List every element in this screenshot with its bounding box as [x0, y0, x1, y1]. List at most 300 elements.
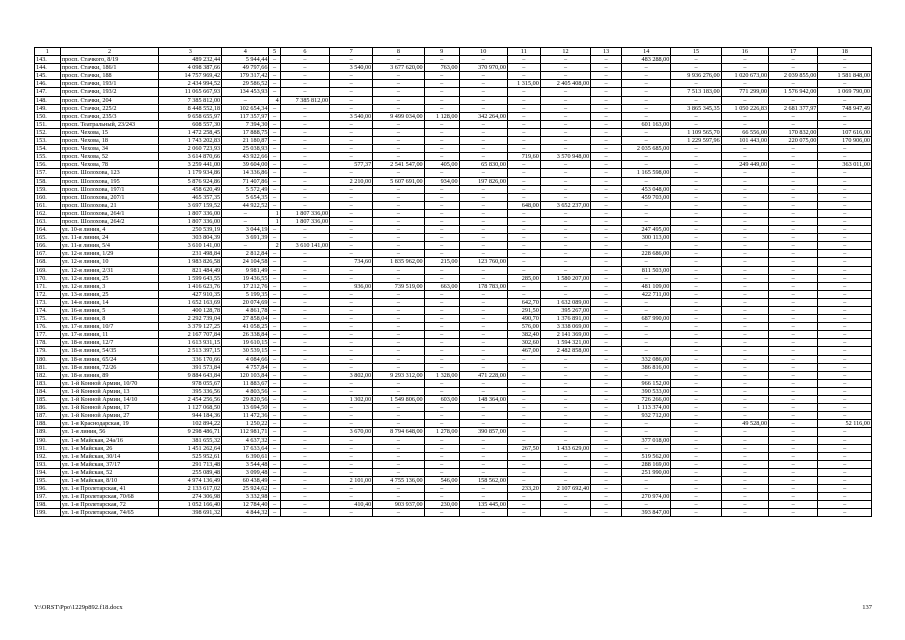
row-number-cell: 145.: [35, 72, 61, 80]
value-cell: –: [330, 290, 373, 298]
value-cell: –: [424, 436, 459, 444]
value-cell: –: [671, 307, 721, 315]
value-cell: –: [540, 404, 590, 412]
value-cell: 135 445,00: [459, 501, 507, 509]
value-cell: –: [280, 72, 329, 80]
value-cell: –: [671, 242, 721, 250]
value-cell: –: [721, 347, 768, 355]
table-row: [35, 96, 872, 104]
value-cell: –: [424, 242, 459, 250]
value-cell: –: [622, 323, 671, 331]
value-cell: 2 133 617,02: [159, 485, 222, 493]
value-cell: –: [769, 242, 818, 250]
value-cell: –: [591, 258, 622, 266]
value-cell: 382,40: [507, 331, 540, 339]
value-cell: 363 011,00: [818, 161, 872, 169]
value-cell: –: [769, 404, 818, 412]
value-cell: –: [671, 169, 721, 177]
address-cell: ул. 1-я Пролетарская, 70/68: [60, 493, 159, 501]
row-number-cell: 192.: [35, 452, 61, 460]
value-cell: –: [507, 161, 540, 169]
value-cell: –: [280, 452, 329, 460]
table-row: [35, 509, 872, 517]
value-cell: 410,40: [330, 501, 373, 509]
value-cell: –: [507, 468, 540, 476]
value-cell: –: [330, 347, 373, 355]
value-cell: –: [540, 250, 590, 258]
table-row: [35, 258, 872, 266]
value-cell: –: [373, 420, 424, 428]
value-cell: –: [769, 169, 818, 177]
value-cell: –: [721, 493, 768, 501]
value-cell: –: [507, 104, 540, 112]
value-cell: –: [671, 485, 721, 493]
value-cell: –: [507, 169, 540, 177]
value-cell: –: [769, 371, 818, 379]
value-cell: 427 910,35: [159, 290, 222, 298]
value-cell: –: [671, 363, 721, 371]
address-cell: просп. Чехова, 34: [60, 145, 159, 153]
value-cell: –: [280, 169, 329, 177]
column-header: 5: [269, 48, 280, 56]
value-cell: 2 482 858,00: [540, 347, 590, 355]
value-cell: 400 128,78: [159, 307, 222, 315]
value-cell: –: [540, 104, 590, 112]
value-cell: –: [591, 234, 622, 242]
value-cell: –: [424, 209, 459, 217]
value-cell: –: [721, 315, 768, 323]
value-cell: –: [591, 169, 622, 177]
table-row: [35, 298, 872, 306]
value-cell: 3 379 127,25: [159, 323, 222, 331]
table-row: [35, 444, 872, 452]
value-cell: –: [540, 56, 590, 64]
value-cell: –: [769, 493, 818, 501]
value-cell: –: [330, 234, 373, 242]
value-cell: 8 448 552,18: [159, 104, 222, 112]
value-cell: –: [591, 331, 622, 339]
value-cell: –: [330, 88, 373, 96]
value-cell: –: [769, 234, 818, 242]
value-cell: –: [459, 185, 507, 193]
value-cell: –: [280, 404, 329, 412]
table-row: [35, 226, 872, 234]
value-cell: –: [280, 274, 329, 282]
row-number-cell: 144.: [35, 64, 61, 72]
value-cell: –: [591, 315, 622, 323]
value-cell: –: [671, 501, 721, 509]
value-cell: 2 812,84: [222, 250, 269, 258]
value-cell: 52 116,00: [818, 420, 872, 428]
value-cell: –: [540, 379, 590, 387]
row-number-cell: 165.: [35, 234, 61, 242]
value-cell: 3 338 069,00: [540, 323, 590, 331]
value-cell: –: [459, 137, 507, 145]
value-cell: –: [769, 274, 818, 282]
value-cell: –: [769, 420, 818, 428]
value-cell: –: [507, 452, 540, 460]
value-cell: –: [622, 104, 671, 112]
value-cell: –: [818, 436, 872, 444]
value-cell: 576,00: [507, 323, 540, 331]
value-cell: –: [622, 258, 671, 266]
value-cell: –: [721, 153, 768, 161]
value-cell: –: [507, 137, 540, 145]
value-cell: –: [424, 363, 459, 371]
value-cell: –: [424, 420, 459, 428]
value-cell: –: [424, 444, 459, 452]
value-cell: –: [373, 315, 424, 323]
table-row: [35, 145, 872, 153]
value-cell: –: [671, 201, 721, 209]
value-cell: 11 883,67: [222, 379, 269, 387]
value-cell: –: [769, 485, 818, 493]
value-cell: 5 199,35: [222, 290, 269, 298]
value-cell: –: [373, 323, 424, 331]
value-cell: –: [459, 323, 507, 331]
value-cell: –: [330, 153, 373, 161]
value-cell: 1 807 336,00: [159, 209, 222, 217]
value-cell: 1 594 321,00: [540, 339, 590, 347]
value-cell: 332 086,00: [622, 355, 671, 363]
value-cell: –: [280, 266, 329, 274]
value-cell: –: [622, 242, 671, 250]
value-cell: –: [622, 501, 671, 509]
value-cell: –: [721, 242, 768, 250]
value-cell: 1 069 790,00: [818, 88, 872, 96]
table-row: [35, 307, 872, 315]
table-row: [35, 80, 872, 88]
column-header: 18: [818, 48, 872, 56]
row-number-cell: 149.: [35, 104, 61, 112]
value-cell: –: [818, 452, 872, 460]
value-cell: 459 703,00: [622, 193, 671, 201]
value-cell: 21 180,87: [222, 137, 269, 145]
value-cell: 5 607 691,00: [373, 177, 424, 185]
value-cell: 2 101,00: [330, 476, 373, 484]
row-number-cell: 186.: [35, 404, 61, 412]
value-cell: –: [721, 298, 768, 306]
value-cell: –: [622, 444, 671, 452]
value-cell: –: [591, 193, 622, 201]
address-cell: ул. 18-я линия, 72/26: [60, 363, 159, 371]
value-cell: –: [769, 250, 818, 258]
address-cell: ул. 18-я линия, 65/24: [60, 355, 159, 363]
value-cell: –: [507, 120, 540, 128]
value-cell: –: [459, 80, 507, 88]
value-cell: –: [459, 226, 507, 234]
table-row: [35, 339, 872, 347]
row-number-cell: 178.: [35, 339, 61, 347]
value-cell: –: [721, 282, 768, 290]
value-cell: –: [373, 274, 424, 282]
value-cell: –: [373, 298, 424, 306]
value-cell: –: [269, 331, 280, 339]
value-cell: –: [769, 315, 818, 323]
value-cell: 1: [269, 209, 280, 217]
value-cell: –: [507, 509, 540, 517]
value-cell: –: [591, 209, 622, 217]
address-cell: просп. Стачки, 188: [60, 72, 159, 80]
value-cell: –: [818, 56, 872, 64]
value-cell: –: [424, 120, 459, 128]
value-cell: –: [330, 331, 373, 339]
value-cell: 3 610 141,00: [159, 242, 222, 250]
value-cell: –: [459, 468, 507, 476]
value-cell: –: [424, 298, 459, 306]
value-cell: 44 922,52: [222, 201, 269, 209]
column-header: 1: [35, 48, 61, 56]
value-cell: –: [280, 444, 329, 452]
value-cell: –: [269, 185, 280, 193]
value-cell: –: [818, 177, 872, 185]
value-cell: 381 655,32: [159, 436, 222, 444]
value-cell: –: [671, 193, 721, 201]
value-cell: –: [622, 112, 671, 120]
value-cell: –: [269, 282, 280, 290]
address-cell: ул. 1-й Конной Армии, 27: [60, 412, 159, 420]
row-number-cell: 147.: [35, 88, 61, 96]
value-cell: –: [721, 177, 768, 185]
table-row: [35, 185, 872, 193]
row-number-cell: 187.: [35, 412, 61, 420]
value-cell: –: [269, 476, 280, 484]
value-cell: 2 405 408,00: [540, 80, 590, 88]
value-cell: 17 212,76: [222, 282, 269, 290]
value-cell: –: [330, 266, 373, 274]
row-number-cell: 174.: [35, 307, 61, 315]
value-cell: –: [721, 468, 768, 476]
value-cell: –: [818, 396, 872, 404]
value-cell: –: [459, 209, 507, 217]
value-cell: –: [424, 379, 459, 387]
value-cell: –: [459, 485, 507, 493]
value-cell: 170 906,00: [818, 137, 872, 145]
column-header: 8: [373, 48, 424, 56]
value-cell: 19 610,15: [222, 339, 269, 347]
value-cell: 102 654,34: [222, 104, 269, 112]
value-cell: 2 141 369,00: [540, 331, 590, 339]
value-cell: –: [818, 509, 872, 517]
value-cell: 3 802,00: [330, 371, 373, 379]
value-cell: –: [591, 282, 622, 290]
value-cell: 303 804,39: [159, 234, 222, 242]
value-cell: –: [373, 209, 424, 217]
address-cell: ул. 1-я Майская, 52: [60, 468, 159, 476]
value-cell: 395 267,00: [540, 307, 590, 315]
row-number-cell: 180.: [35, 355, 61, 363]
table-row: [35, 460, 872, 468]
value-cell: 1 250,22: [222, 420, 269, 428]
value-cell: 726 266,00: [622, 396, 671, 404]
address-cell: ул. 11-я линия, 5/4: [60, 242, 159, 250]
value-cell: –: [330, 193, 373, 201]
value-cell: 1 052 166,40: [159, 501, 222, 509]
value-cell: –: [459, 96, 507, 104]
column-header: 11: [507, 48, 540, 56]
value-cell: 342 264,00: [459, 112, 507, 120]
value-cell: 1 229 597,96: [671, 137, 721, 145]
value-cell: 9 936 276,00: [671, 72, 721, 80]
value-cell: –: [373, 412, 424, 420]
value-cell: –: [424, 493, 459, 501]
value-cell: 1 807 336,00: [280, 209, 329, 217]
value-cell: –: [459, 339, 507, 347]
column-header: 6: [280, 48, 329, 56]
value-cell: –: [424, 339, 459, 347]
table-row: [35, 153, 872, 161]
row-number-cell: 182.: [35, 371, 61, 379]
value-cell: –: [507, 290, 540, 298]
address-cell: просп. Чехова, 52: [60, 153, 159, 161]
value-cell: –: [769, 396, 818, 404]
value-cell: 60 438,49: [222, 476, 269, 484]
value-cell: –: [591, 201, 622, 209]
value-cell: 1 315,00: [507, 80, 540, 88]
value-cell: –: [591, 493, 622, 501]
value-cell: –: [269, 436, 280, 444]
value-cell: 3 544,48: [222, 460, 269, 468]
row-number-cell: 166.: [35, 242, 61, 250]
value-cell: –: [540, 460, 590, 468]
value-cell: –: [818, 331, 872, 339]
value-cell: 247 495,00: [622, 226, 671, 234]
value-cell: 4 757,84: [222, 363, 269, 371]
value-cell: 390 533,00: [622, 387, 671, 395]
value-cell: –: [373, 468, 424, 476]
value-cell: –: [622, 339, 671, 347]
value-cell: 3 865 345,35: [671, 104, 721, 112]
value-cell: –: [269, 379, 280, 387]
value-cell: –: [540, 242, 590, 250]
column-header: 14: [622, 48, 671, 56]
value-cell: –: [818, 493, 872, 501]
value-cell: 771 299,00: [721, 88, 768, 96]
address-cell: ул. 16-я линия, 5: [60, 307, 159, 315]
value-cell: –: [769, 323, 818, 331]
row-number-cell: 160.: [35, 193, 61, 201]
row-number-cell: 150.: [35, 112, 61, 120]
value-cell: –: [373, 153, 424, 161]
value-cell: –: [280, 468, 329, 476]
value-cell: –: [459, 145, 507, 153]
address-cell: ул. 1-й Конной Армии, 14/10: [60, 396, 159, 404]
value-cell: 370 970,00: [459, 64, 507, 72]
address-cell: ул. 1-й Конной Армии, 10/70: [60, 379, 159, 387]
address-cell: ул. 1-я Майская, 26: [60, 444, 159, 452]
value-cell: –: [507, 282, 540, 290]
value-cell: 1 599 643,55: [159, 274, 222, 282]
value-cell: –: [591, 509, 622, 517]
value-cell: 601 163,00: [622, 120, 671, 128]
value-cell: –: [424, 56, 459, 64]
value-cell: –: [818, 412, 872, 420]
value-cell: –: [818, 290, 872, 298]
value-cell: –: [269, 315, 280, 323]
value-cell: –: [721, 396, 768, 404]
value-cell: –: [671, 185, 721, 193]
value-cell: 6 390,61: [222, 452, 269, 460]
value-cell: –: [269, 72, 280, 80]
value-cell: –: [818, 307, 872, 315]
value-cell: –: [721, 56, 768, 64]
value-cell: 489 232,44: [159, 56, 222, 64]
value-cell: 453 048,00: [622, 185, 671, 193]
value-cell: –: [818, 468, 872, 476]
value-cell: –: [424, 193, 459, 201]
value-cell: –: [721, 387, 768, 395]
value-cell: –: [591, 355, 622, 363]
value-cell: –: [424, 412, 459, 420]
value-cell: –: [424, 234, 459, 242]
value-cell: –: [507, 404, 540, 412]
value-cell: –: [330, 104, 373, 112]
value-cell: –: [459, 169, 507, 177]
value-cell: 391 573,84: [159, 363, 222, 371]
value-cell: –: [818, 347, 872, 355]
address-cell: ул. 10-я линия, 4: [60, 226, 159, 234]
value-cell: –: [330, 444, 373, 452]
value-cell: –: [373, 242, 424, 250]
value-cell: –: [507, 96, 540, 104]
row-number-cell: 169.: [35, 266, 61, 274]
value-cell: –: [671, 153, 721, 161]
value-cell: –: [507, 436, 540, 444]
value-cell: –: [330, 315, 373, 323]
value-cell: –: [424, 355, 459, 363]
value-cell: –: [591, 185, 622, 193]
value-cell: –: [373, 485, 424, 493]
column-header: 3: [159, 48, 222, 56]
value-cell: 3 677 620,00: [373, 64, 424, 72]
value-cell: –: [373, 72, 424, 80]
value-cell: –: [459, 201, 507, 209]
value-cell: –: [591, 347, 622, 355]
value-cell: 458 620,49: [159, 185, 222, 193]
value-cell: –: [818, 298, 872, 306]
column-header: 12: [540, 48, 590, 56]
value-cell: –: [591, 137, 622, 145]
address-cell: просп. Стачки, 193/2: [60, 88, 159, 96]
value-cell: –: [424, 347, 459, 355]
value-cell: –: [721, 485, 768, 493]
value-cell: 9 298 486,71: [159, 428, 222, 436]
value-cell: 17 633,64: [222, 444, 269, 452]
value-cell: –: [591, 436, 622, 444]
value-cell: –: [280, 307, 329, 315]
value-cell: –: [818, 201, 872, 209]
value-cell: –: [424, 485, 459, 493]
value-cell: –: [459, 452, 507, 460]
value-cell: –: [373, 128, 424, 136]
value-cell: –: [591, 412, 622, 420]
value-cell: –: [671, 347, 721, 355]
value-cell: –: [591, 307, 622, 315]
value-cell: 267,50: [507, 444, 540, 452]
value-cell: 5 876 924,86: [159, 177, 222, 185]
value-cell: –: [721, 452, 768, 460]
value-cell: –: [269, 428, 280, 436]
value-cell: –: [671, 428, 721, 436]
value-cell: –: [671, 56, 721, 64]
value-cell: –: [769, 460, 818, 468]
value-cell: –: [622, 64, 671, 72]
value-cell: 603,00: [424, 396, 459, 404]
value-cell: –: [622, 420, 671, 428]
value-cell: –: [591, 88, 622, 96]
value-cell: –: [373, 452, 424, 460]
value-cell: –: [507, 379, 540, 387]
